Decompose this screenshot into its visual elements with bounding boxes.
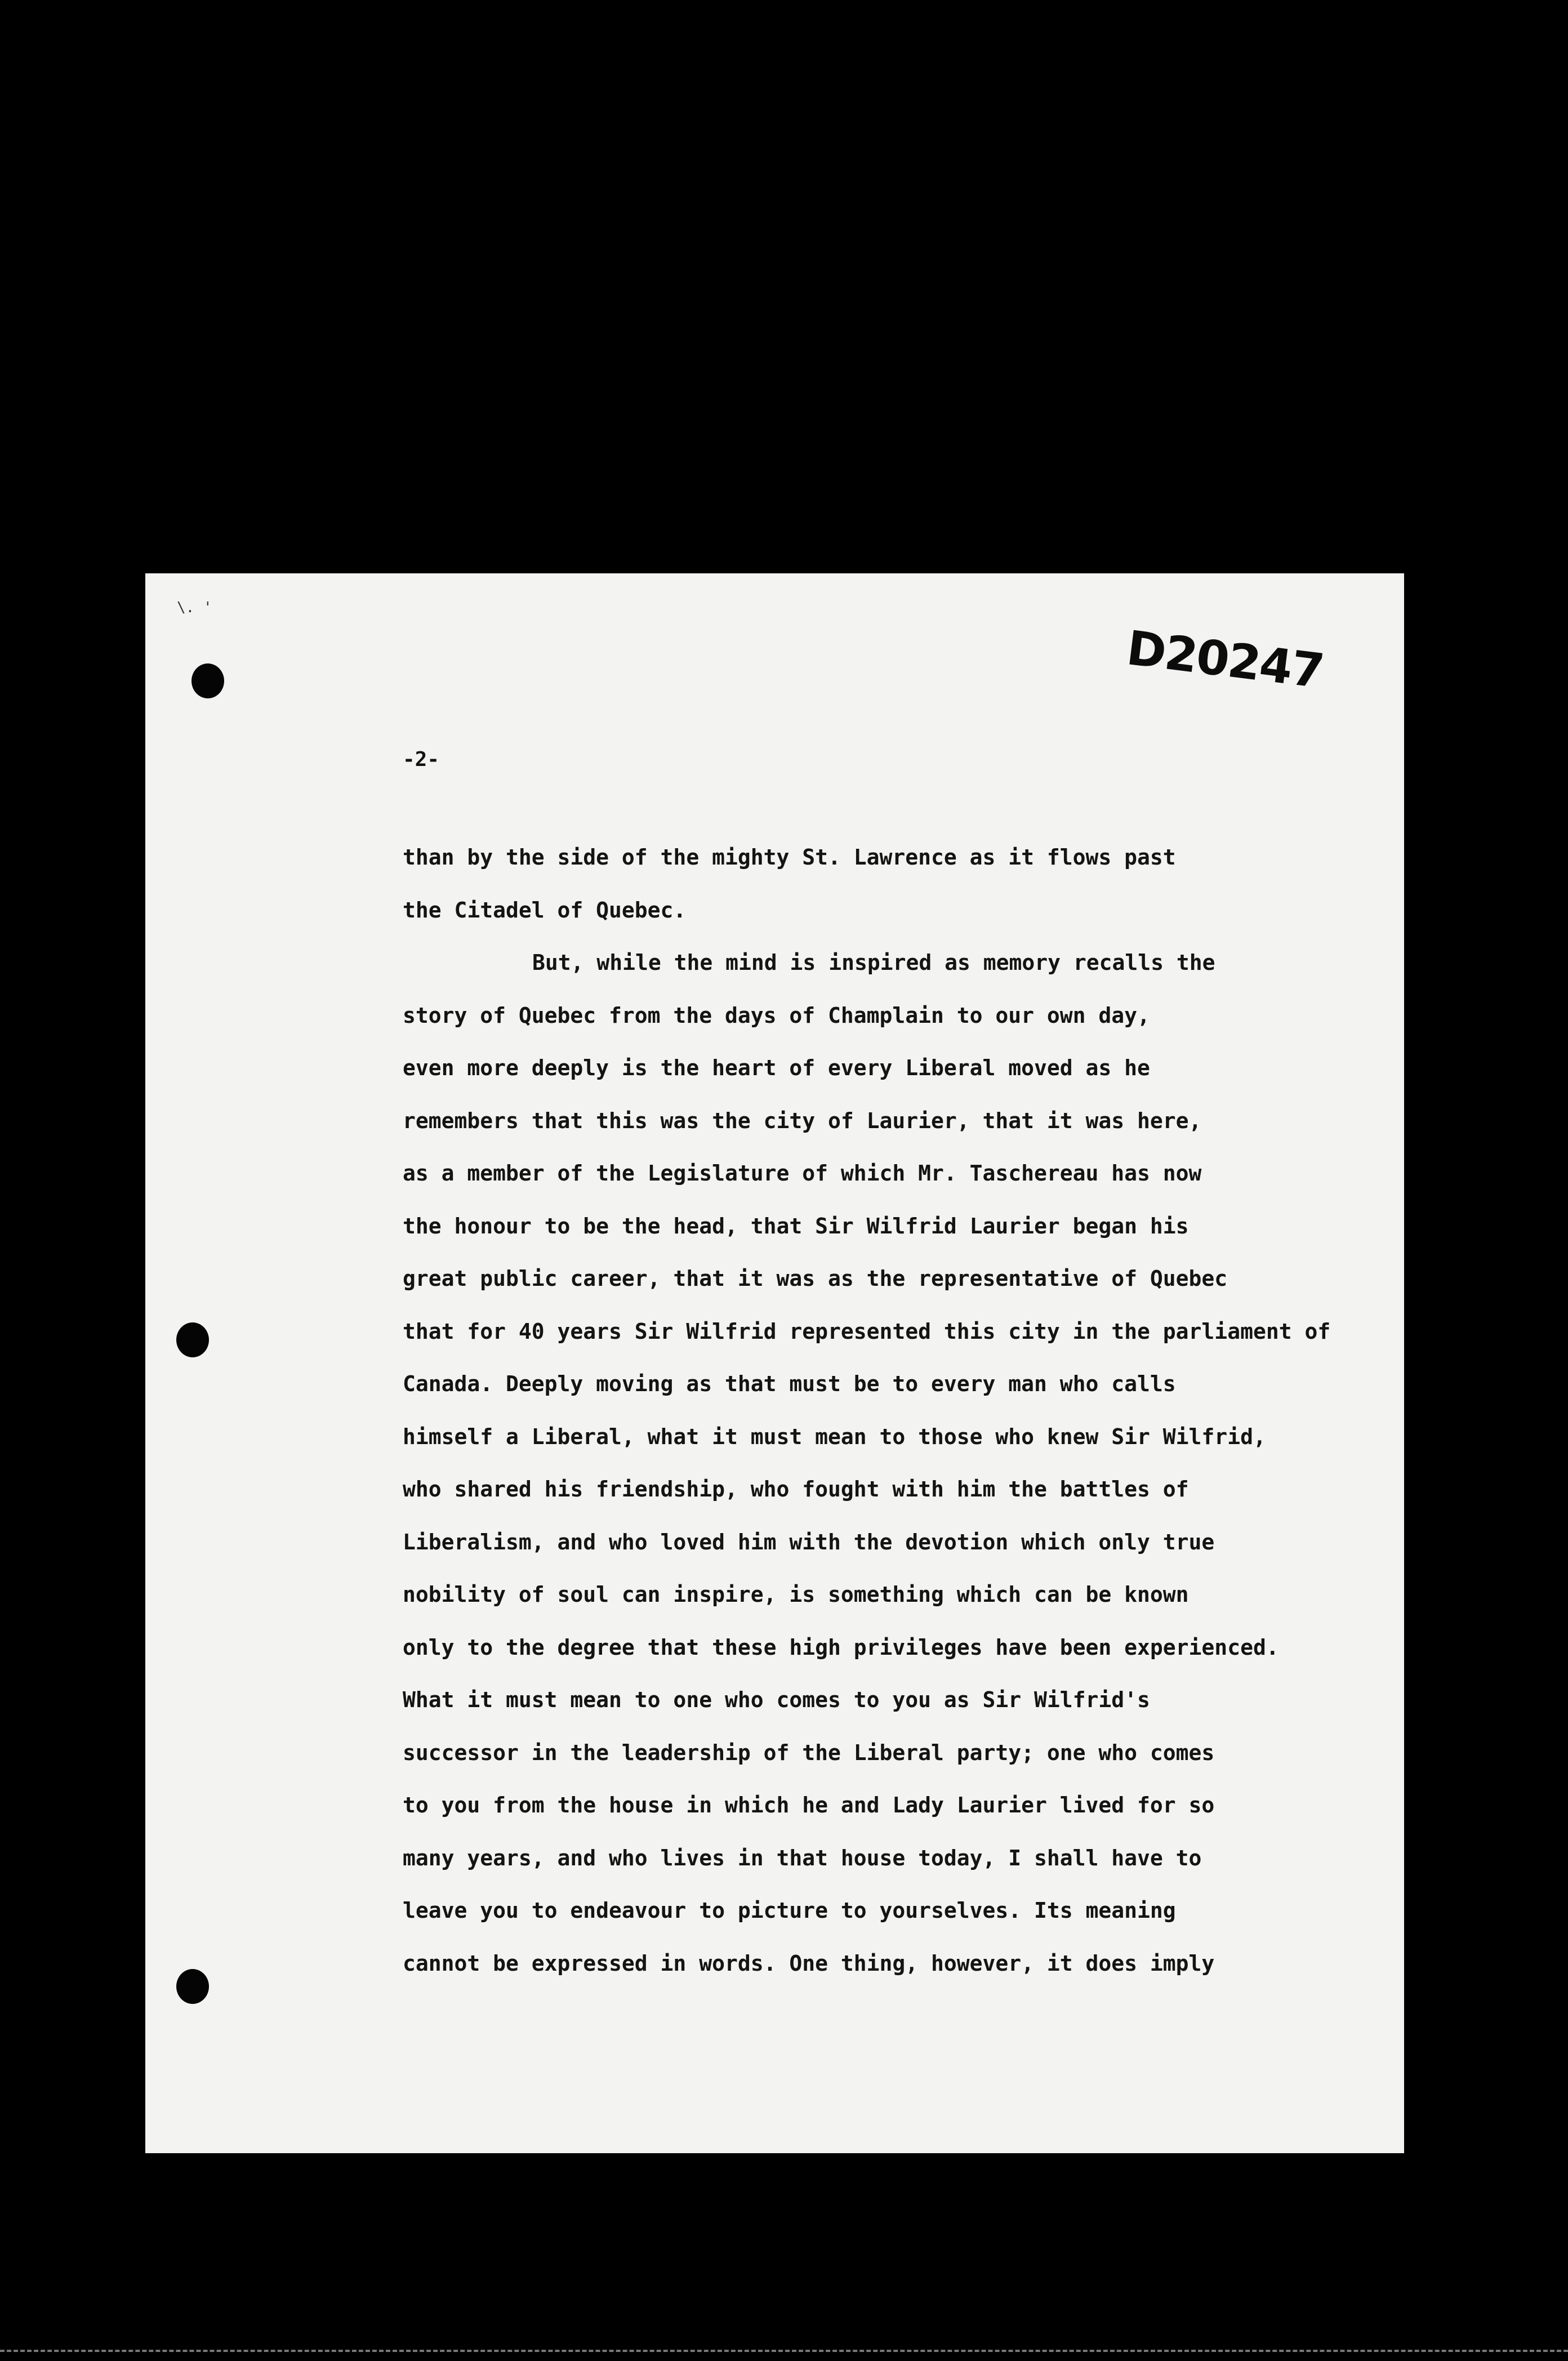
text-line: than by the side of the mighty St. Lawrence as it flows past — [403, 845, 1176, 870]
text-line: who shared his friendship, who fought with him the battles of — [403, 1477, 1189, 1502]
text-line: himself a Liberal, what it must mean to those who knew Sir Wilfrid, — [403, 1424, 1266, 1449]
text-line: What it must mean to one who comes to you as Sir Wilfrid's — [403, 1687, 1150, 1712]
text-line: to you from the house in which he and Lady Laurier lived for so — [403, 1793, 1215, 1817]
text-line: nobility of soul can inspire, is something which can be known — [403, 1582, 1189, 1607]
scan-edge-rule — [0, 2350, 1568, 2352]
text-line: the Citadel of Quebec. — [403, 897, 687, 923]
text-line: as a member of the Legislature of which Mr. Taschereau has now — [403, 1161, 1202, 1186]
text-line: only to the degree that these high privileges have been experienced. — [403, 1634, 1279, 1660]
corner-marks: \. ' — [177, 599, 212, 616]
archive-stamp: D20247 — [1124, 620, 1326, 699]
document-page — [145, 573, 1404, 2153]
text-line: Canada. Deeply moving as that must be to every man who calls — [403, 1371, 1176, 1396]
text-line: even more deeply is the heart of every Liberal moved as he — [403, 1055, 1150, 1080]
text-line: Liberalism, and who loved him with the devotion which only true — [403, 1529, 1215, 1554]
page-number: -2- — [403, 748, 440, 771]
punch-hole-middle — [176, 1322, 209, 1357]
text-line: story of Quebec from the days of Champlain to our own day, — [403, 1003, 1150, 1028]
text-line: many years, and who lives in that house today, I shall have to — [403, 1845, 1202, 1870]
text-line: leave you to endeavour to picture to yourselves. Its meaning — [403, 1898, 1176, 1923]
punch-hole-bottom — [176, 1969, 209, 2004]
text-line: great public career, that it was as the representative of Quebec — [403, 1266, 1228, 1291]
text-line: that for 40 years Sir Wilfrid represented this city in the parliament of — [403, 1318, 1331, 1344]
text-line: But, while the mind is inspired as memory recalls the — [532, 950, 1215, 975]
text-line: the honour to be the head, that Sir Wilfrid Laurier began his — [403, 1213, 1189, 1239]
punch-hole-top — [191, 663, 224, 698]
typed-text — [403, 847, 1330, 2005]
text-line: remembers that this was the city of Laurier, that it was here, — [403, 1108, 1202, 1133]
text-line: cannot be expressed in words. One thing, however, it does imply — [403, 1950, 1215, 1976]
text-line: successor in the leadership of the Liberal party; one who comes — [403, 1740, 1215, 1765]
